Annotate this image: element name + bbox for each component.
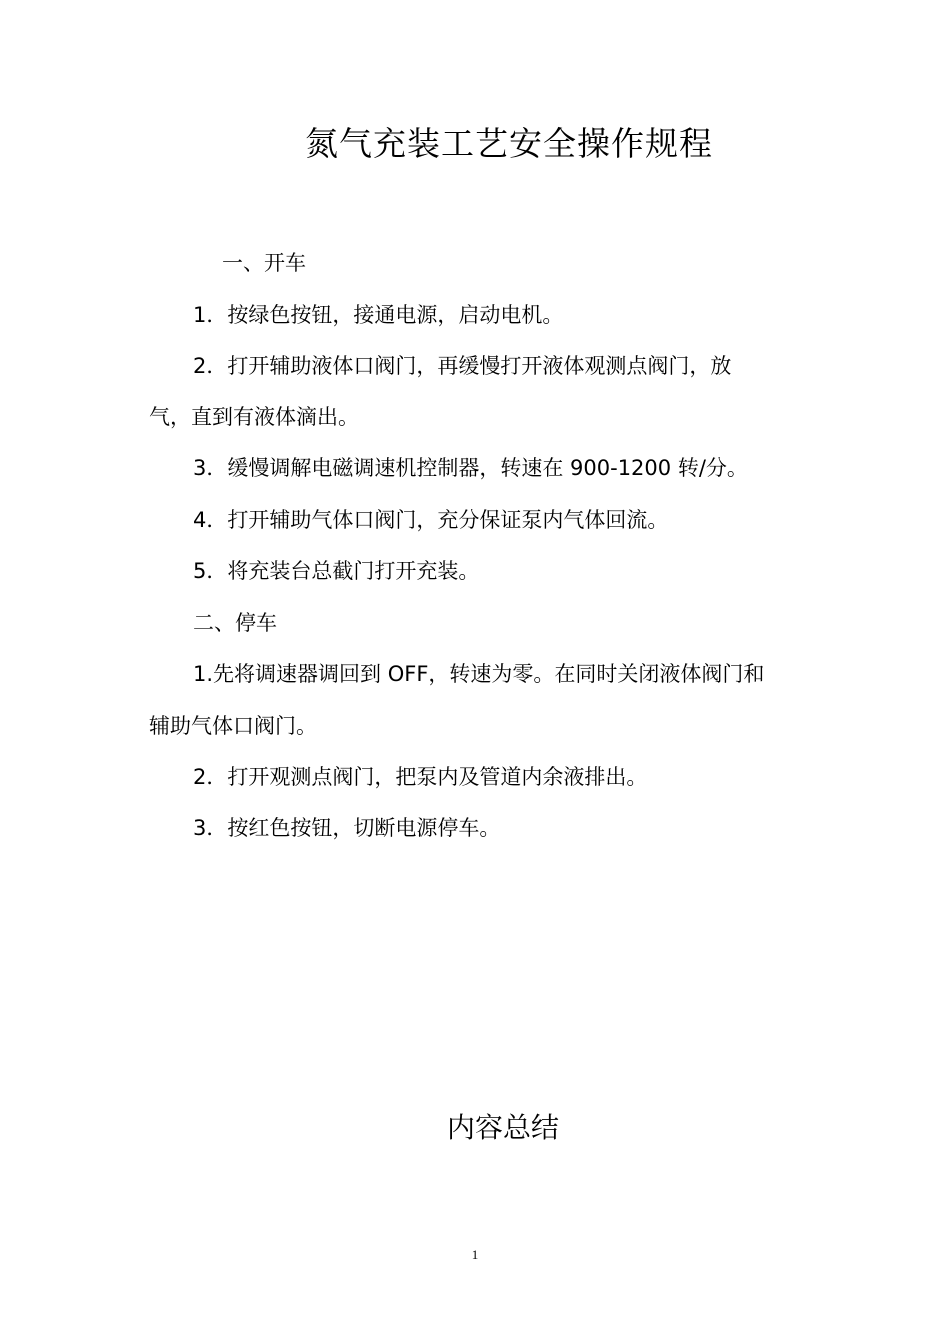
- section-heading-stop: 二、停车: [193, 611, 277, 635]
- section-heading-start: 一、开车: [222, 251, 306, 275]
- start-step-2-continued: 气，直到有液体滴出。: [149, 405, 359, 429]
- start-step-1: 1．按绿色按钮，接通电源，启动电机。: [193, 303, 564, 327]
- start-step-5: 5．将充装台总截门打开充装。: [193, 559, 480, 583]
- stop-step-1: 1.先将调速器调回到 OFF，转速为零。在同时关闭液体阀门和: [193, 662, 765, 686]
- stop-step-3: 3．按红色按钮，切断电源停车。: [193, 816, 501, 840]
- start-step-4: 4．打开辅助气体口阀门，充分保证泵内气体回流。: [193, 508, 669, 532]
- start-step-2: 2．打开辅助液体口阀门，再缓慢打开液体观测点阀门，放: [193, 354, 732, 378]
- document-title: 氮气充装工艺安全操作规程: [305, 124, 713, 163]
- stop-step-1-continued: 辅助气体口阀门。: [149, 714, 317, 738]
- summary-heading: 内容总结: [446, 1111, 559, 1144]
- page-number: 1: [471, 1247, 479, 1262]
- stop-step-2: 2．打开观测点阀门，把泵内及管道内余液排出。: [193, 765, 648, 789]
- start-step-3: 3．缓慢调解电磁调速机控制器，转速在 900-1200 转/分。: [193, 456, 748, 480]
